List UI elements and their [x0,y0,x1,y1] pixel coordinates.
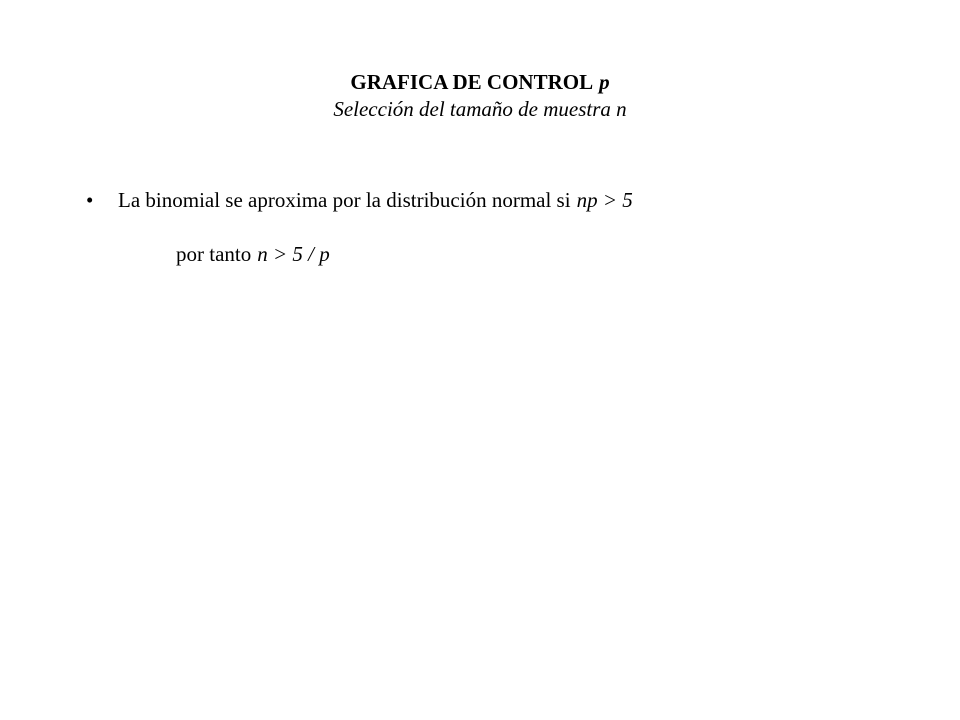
continuation-line [176,240,330,268]
slide-title [0,68,960,96]
continuation-text: por tanto [176,242,252,266]
slide-title-variable: p [599,70,610,94]
bullet-text: La binomial se aproxima por la distribución normal si [118,188,571,212]
bullet-marker: • [86,188,94,212]
continuation-condition: n > 5 / p [257,242,330,266]
bullet-condition: np > 5 [576,188,633,212]
slide-subtitle: Selección del tamaño de muestra n [333,97,627,121]
title-block [0,68,960,122]
slide-title-text: GRAFICA DE CONTROL [350,70,594,94]
bullet-item [86,186,633,214]
